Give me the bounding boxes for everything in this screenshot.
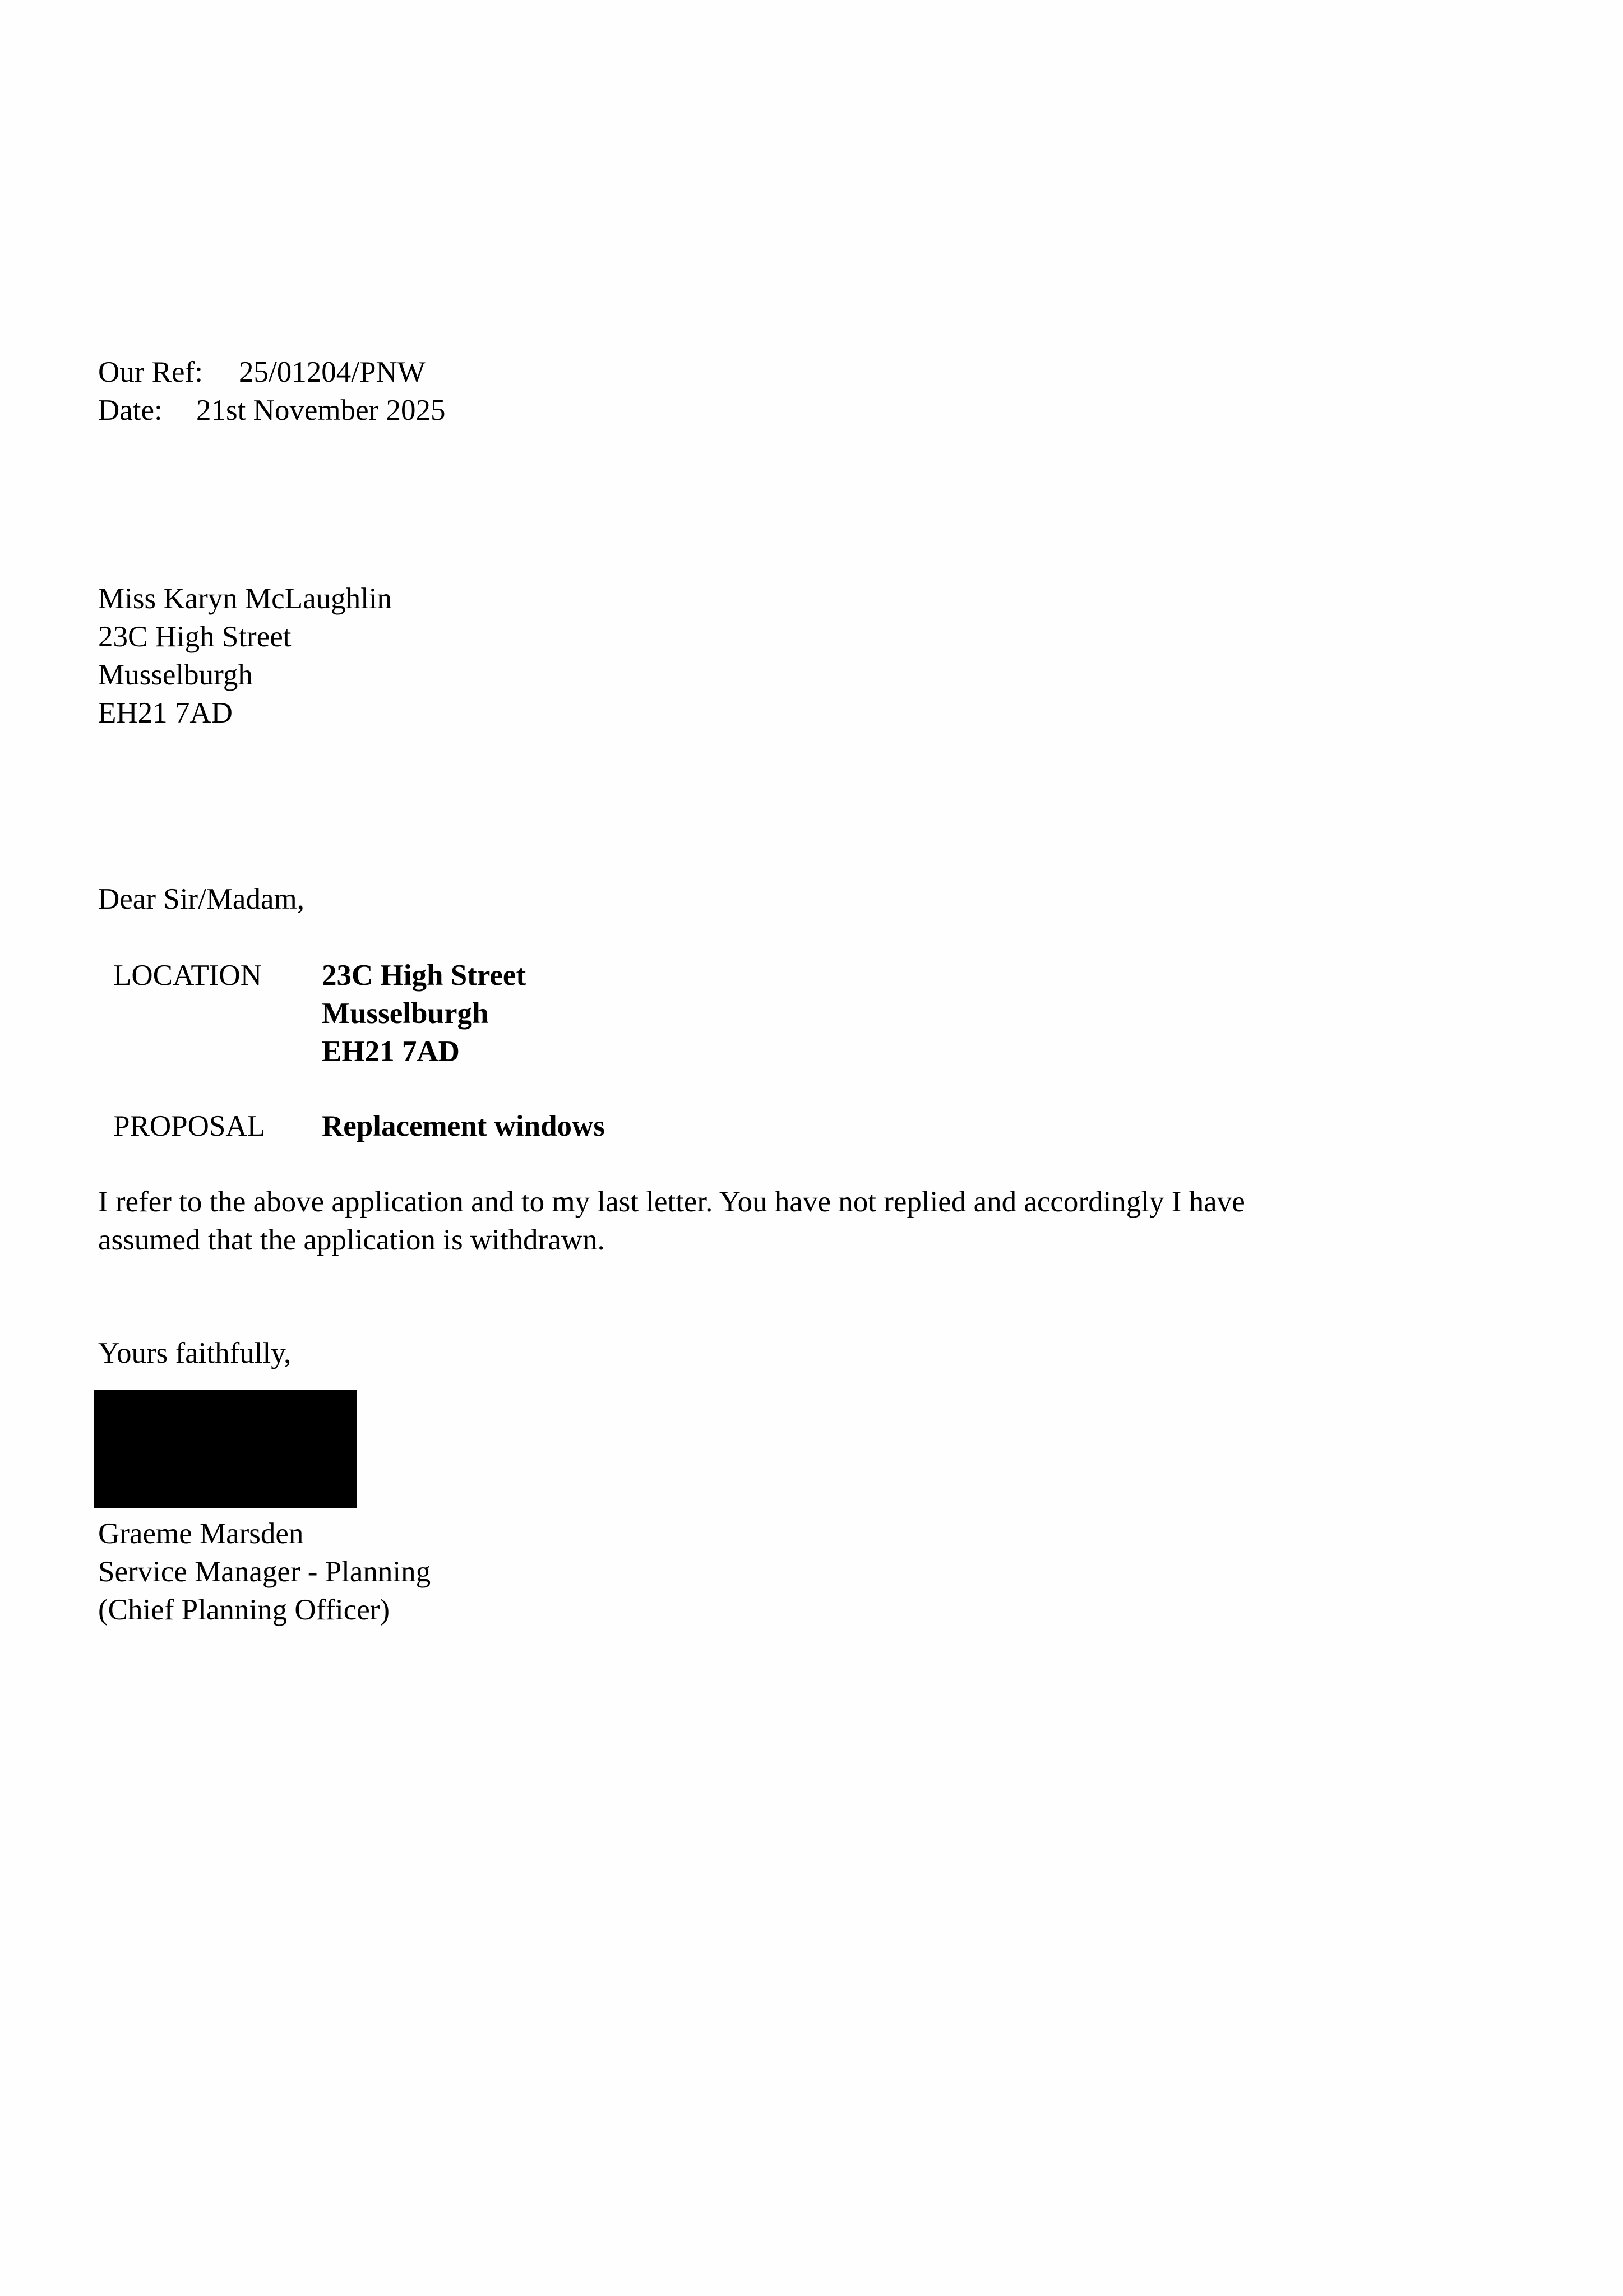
location-line-1: 23C High Street [322,959,526,992]
signatory-title: Service Manager - Planning [98,1556,431,1588]
proposal-label: PROPOSAL [113,1110,265,1142]
signatory-name: Graeme Marsden [98,1517,304,1550]
redacted-signature [94,1390,357,1508]
body-line-2: assumed that the application is withdrawn. [98,1224,605,1256]
reference-value: 25/01204/PNW [239,356,426,388]
location-value [322,956,526,1071]
location-line-2: Musselburgh [322,997,489,1030]
proposal-value: Replacement windows [322,1110,605,1142]
date-label: Date: [98,394,163,427]
reference-block [98,353,446,429]
salutation: Dear Sir/Madam, [98,883,304,915]
recipient-name: Miss Karyn McLaughlin [98,582,392,615]
body-line-1: I refer to the above application and to my last letter. You have not replied and accordingly I have [98,1186,1245,1218]
reference-label: Our Ref: [98,356,203,388]
recipient-address-line-2: Musselburgh [98,659,253,691]
location-line-3: EH21 7AD [322,1035,460,1068]
signatory-role: (Chief Planning Officer) [98,1594,390,1626]
recipient-address-line-1: 23C High Street [98,621,292,653]
date-value: 21st November 2025 [196,394,446,427]
location-row [113,956,526,1071]
date-line [98,391,446,429]
recipient-address [98,580,392,732]
letter-body [98,1183,1528,1259]
proposal-row [113,1107,605,1145]
closing: Yours faithfully, [98,1337,292,1369]
location-label: LOCATION [113,959,262,992]
signatory-block [98,1515,431,1629]
reference-line [98,353,446,391]
recipient-postcode: EH21 7AD [98,697,233,729]
